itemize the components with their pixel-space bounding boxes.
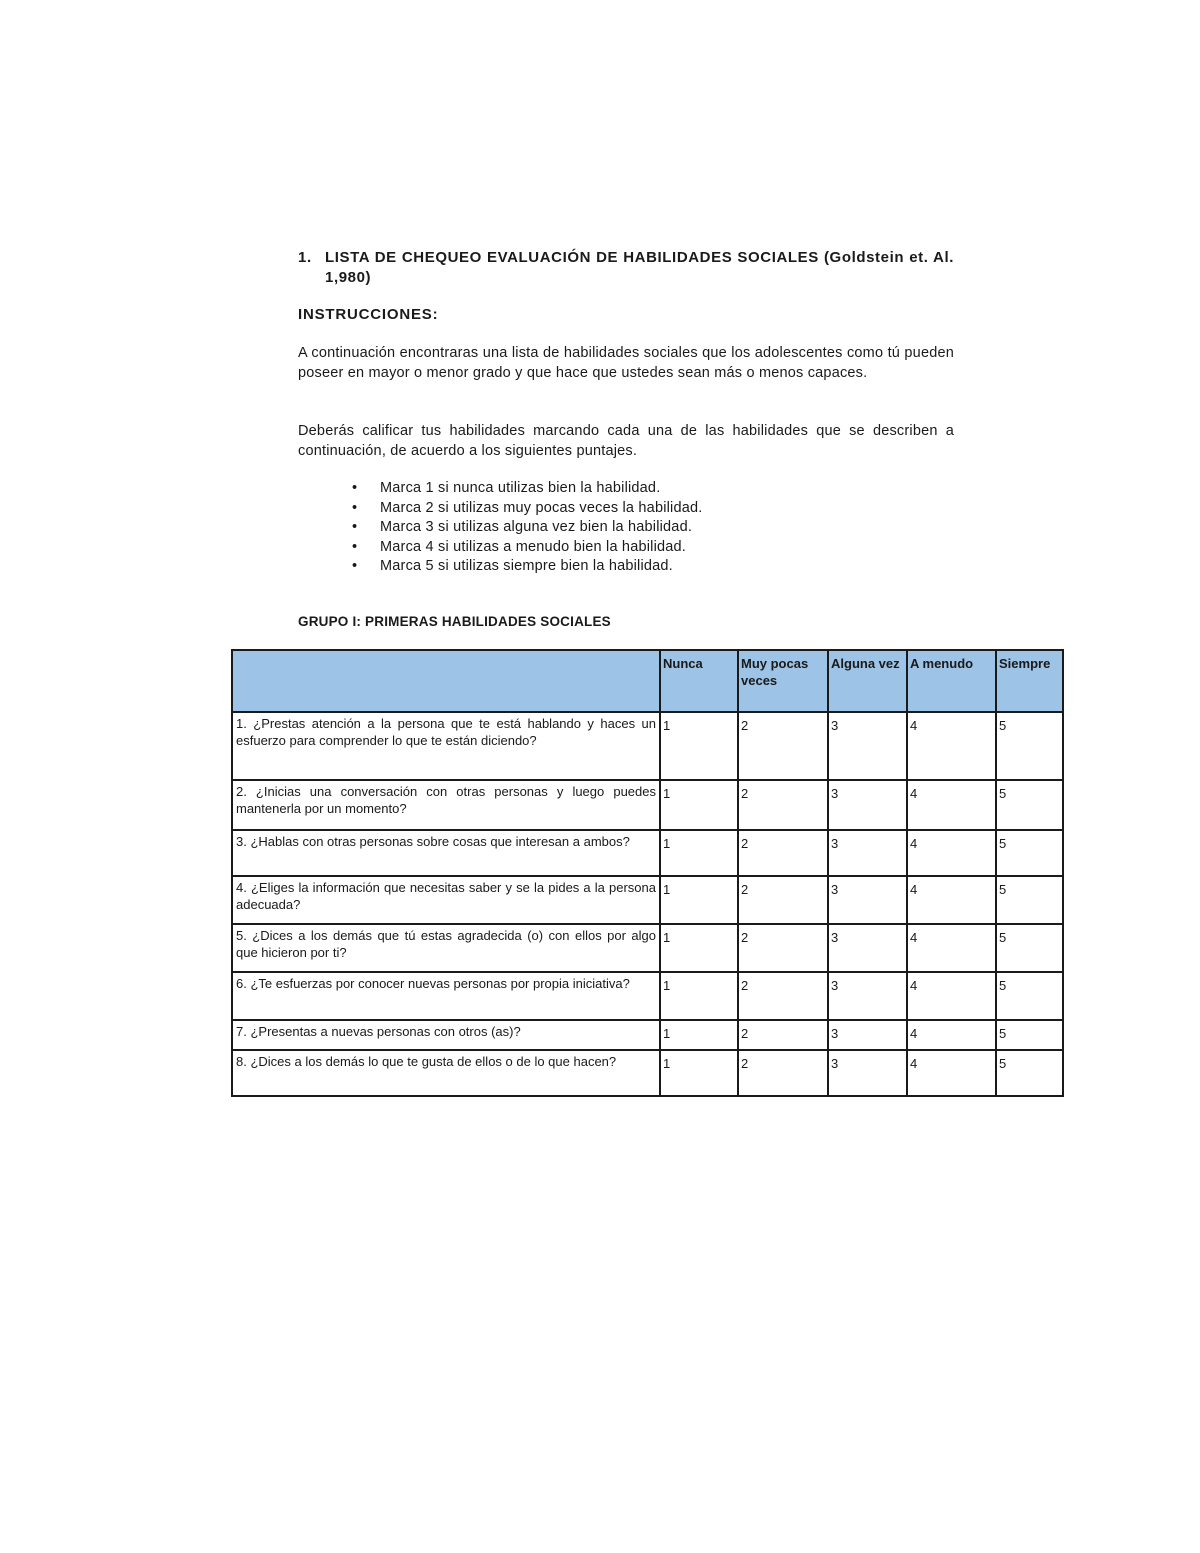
score-cell-4[interactable]: 4 xyxy=(907,1020,996,1050)
question-cell: 5. ¿Dices a los demás que tú estas agradecida (o) con ellos por algo que hicieron por ti? xyxy=(232,924,660,972)
score-cell-3[interactable]: 3 xyxy=(828,876,907,924)
table-row xyxy=(232,712,1063,780)
document-title xyxy=(298,248,954,288)
header-alguna-vez: Alguna vez xyxy=(828,650,907,712)
question-cell: 6. ¿Te esfuerzas por conocer nuevas personas por propia iniciativa? xyxy=(232,972,660,1020)
score-cell-2[interactable]: 2 xyxy=(738,876,828,924)
score-cell-4[interactable]: 4 xyxy=(907,924,996,972)
score-cell-2[interactable]: 2 xyxy=(738,924,828,972)
question-cell: 3. ¿Hablas con otras personas sobre cosas que interesan a ambos? xyxy=(232,830,660,876)
score-cell-4[interactable]: 4 xyxy=(907,780,996,830)
score-cell-3[interactable]: 3 xyxy=(828,780,907,830)
score-cell-5[interactable]: 5 xyxy=(996,712,1063,780)
score-cell-1[interactable]: 1 xyxy=(660,1050,738,1096)
skills-table xyxy=(231,649,1064,1097)
score-cell-1[interactable]: 1 xyxy=(660,712,738,780)
table-row xyxy=(232,1050,1063,1096)
score-cell-2[interactable]: 2 xyxy=(738,830,828,876)
bullet-item xyxy=(352,518,703,538)
header-question xyxy=(232,650,660,712)
table-row xyxy=(232,924,1063,972)
bullet-icon: • xyxy=(352,519,358,535)
score-cell-1[interactable]: 1 xyxy=(660,1020,738,1050)
header-muy-pocas-veces: Muy pocas veces xyxy=(738,650,828,712)
table-row xyxy=(232,780,1063,830)
score-cell-4[interactable]: 4 xyxy=(907,712,996,780)
score-cell-2[interactable]: 2 xyxy=(738,712,828,780)
score-cell-4[interactable]: 4 xyxy=(907,830,996,876)
score-cell-5[interactable]: 5 xyxy=(996,830,1063,876)
score-cell-2[interactable]: 2 xyxy=(738,1020,828,1050)
bullet-item xyxy=(352,499,703,519)
score-cell-5[interactable]: 5 xyxy=(996,876,1063,924)
bullet-icon: • xyxy=(352,558,358,574)
question-cell: 1. ¿Prestas atención a la persona que te está hablando y haces un esfuerzo para comprender lo que te están diciendo? xyxy=(232,712,660,780)
bullet-icon: • xyxy=(352,499,358,516)
bullet-icon: • xyxy=(352,480,358,496)
bullet-text: Marca 1 si nunca utilizas bien la habilidad. xyxy=(380,480,661,496)
instructions-paragraph-2: Deberás calificar tus habilidades marcando cada una de las habilidades que se describen a continuación, de acuerdo a los siguientes puntajes. xyxy=(298,423,954,459)
score-cell-4[interactable]: 4 xyxy=(907,876,996,924)
table-row xyxy=(232,830,1063,876)
score-cell-3[interactable]: 3 xyxy=(828,830,907,876)
instructions-heading: INSTRUCCIONES: xyxy=(298,306,439,323)
score-cell-3[interactable]: 3 xyxy=(828,1020,907,1050)
table-row xyxy=(232,972,1063,1020)
bullet-item xyxy=(352,557,703,577)
table-row xyxy=(232,1020,1063,1050)
score-cell-2[interactable]: 2 xyxy=(738,1050,828,1096)
score-cell-3[interactable]: 3 xyxy=(828,1050,907,1096)
bullet-icon: • xyxy=(352,538,358,555)
score-cell-5[interactable]: 5 xyxy=(996,972,1063,1020)
header-a-menudo: A menudo xyxy=(907,650,996,712)
score-cell-1[interactable]: 1 xyxy=(660,830,738,876)
question-cell: 8. ¿Dices a los demás lo que te gusta de ellos o de lo que hacen? xyxy=(232,1050,660,1096)
header-nunca: Nunca xyxy=(660,650,738,712)
score-cell-5[interactable]: 5 xyxy=(996,924,1063,972)
score-cell-3[interactable]: 3 xyxy=(828,972,907,1020)
title-text: LISTA DE CHEQUEO EVALUACIÓN DE HABILIDADES SOCIALES (Goldstein et. Al. 1,980) xyxy=(325,249,954,286)
score-cell-1[interactable]: 1 xyxy=(660,780,738,830)
score-cell-5[interactable]: 5 xyxy=(996,1020,1063,1050)
question-cell: 4. ¿Eliges la información que necesitas saber y se la pides a la persona adecuada? xyxy=(232,876,660,924)
instructions-paragraph-1: A continuación encontraras una lista de habilidades sociales que los adolescentes como tú pueden poseer en mayor o menor grado y que hace que ustedes sean más o menos capaces. xyxy=(298,345,954,381)
score-cell-5[interactable]: 5 xyxy=(996,1050,1063,1096)
bullet-text: Marca 5 si utilizas siempre bien la habilidad. xyxy=(380,558,673,574)
score-cell-5[interactable]: 5 xyxy=(996,780,1063,830)
score-cell-4[interactable]: 4 xyxy=(907,1050,996,1096)
header-siempre: Siempre xyxy=(996,650,1063,712)
score-cell-4[interactable]: 4 xyxy=(907,972,996,1020)
score-cell-2[interactable]: 2 xyxy=(738,780,828,830)
bullet-item xyxy=(352,479,703,499)
group-heading: GRUPO I: PRIMERAS HABILIDADES SOCIALES xyxy=(298,614,611,629)
score-cell-3[interactable]: 3 xyxy=(828,712,907,780)
score-cell-1[interactable]: 1 xyxy=(660,972,738,1020)
question-cell: 2. ¿Inicias una conversación con otras personas y luego puedes mantenerla por un momento? xyxy=(232,780,660,830)
bullet-text: Marca 4 si utilizas a menudo bien la habilidad. xyxy=(380,538,687,555)
bullet-item xyxy=(352,538,703,558)
score-cell-1[interactable]: 1 xyxy=(660,876,738,924)
score-cell-3[interactable]: 3 xyxy=(828,924,907,972)
table-row xyxy=(232,876,1063,924)
score-cell-2[interactable]: 2 xyxy=(738,972,828,1020)
title-number: 1. xyxy=(298,249,312,266)
score-bullet-list xyxy=(352,479,703,577)
bullet-text: Marca 2 si utilizas muy pocas veces la habilidad. xyxy=(380,499,703,516)
question-cell: 7. ¿Presentas a nuevas personas con otros (as)? xyxy=(232,1020,660,1050)
score-cell-1[interactable]: 1 xyxy=(660,924,738,972)
table-header-row xyxy=(232,650,1063,712)
bullet-text: Marca 3 si utilizas alguna vez bien la habilidad. xyxy=(380,519,693,535)
